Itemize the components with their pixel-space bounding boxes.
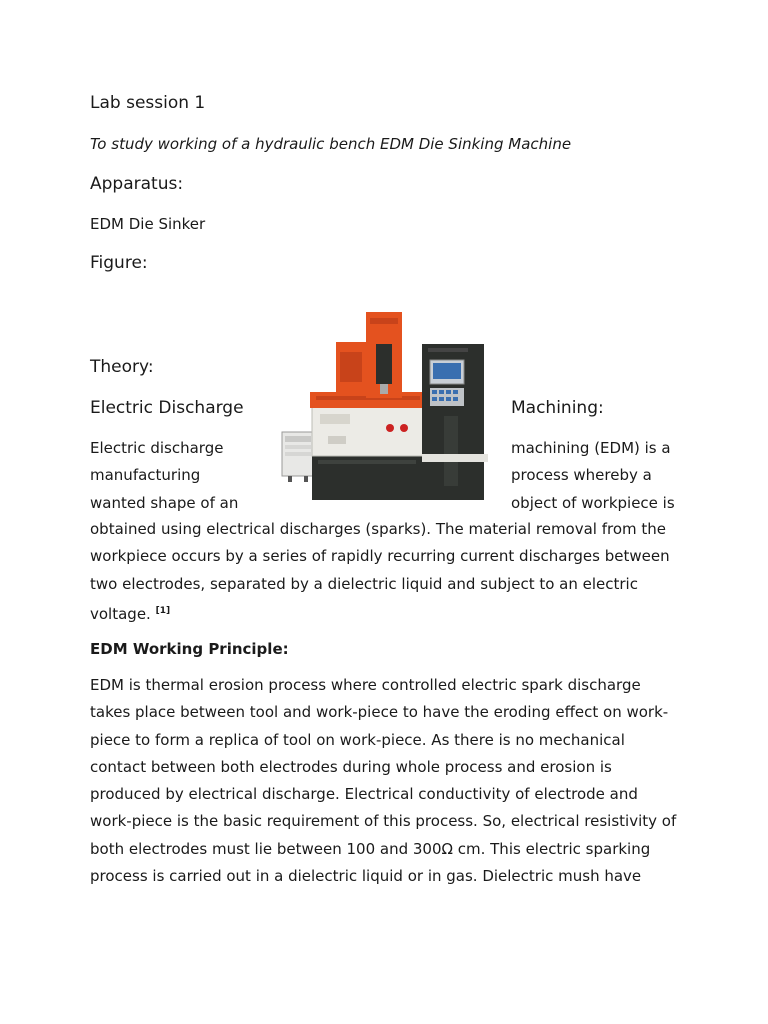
wrap-line-left-3: wanted shape of an	[90, 494, 239, 512]
lab-title: Lab session 1	[90, 93, 206, 113]
citation-link[interactable]: [1]	[155, 605, 171, 616]
wrap-line-left-2: manufacturing	[90, 466, 201, 484]
theory-heading: Theory:	[90, 357, 154, 377]
principle-text: EDM is thermal erosion process where controlled electric spark discharge takes place between tool and work-piece to have the eroding effect on work-piece to form a replica of tool on work-piece. As there is no mechanical contact between both electrodes during whole process and erosion is produced by electrical discharge. Electrical conductivity of electrode and work-piece is the basic requirement of this process. So, electrical resistivity of both electrodes must lie between 100 and 300Ω cm. This electric sparking process is carried out in a dielectric liquid or in gas. Dielectric mush have	[90, 676, 677, 886]
wrap-line-left-1: Electric discharge	[90, 439, 224, 457]
principle-heading: EDM Working Principle:	[90, 640, 289, 658]
wrap-line-right-3: object of workpiece is	[511, 494, 675, 512]
edm-machine-image	[272, 304, 496, 508]
theory-paragraph	[90, 516, 680, 628]
edm-heading-left: Electric Discharge	[90, 398, 244, 418]
theory-text: obtained using electrical discharges (sparks). The material removal from the workpiece occurs by a series of rapidly recurring current discharges between two electrodes, separated by a dielectric liquid and subject to an electric voltage.	[90, 520, 670, 623]
figure-heading: Figure:	[90, 253, 148, 273]
objective-text: To study working of a hydraulic bench EDM Die Sinking Machine	[90, 135, 572, 153]
apparatus-heading: Apparatus:	[90, 174, 184, 194]
wrap-line-right-2: process whereby a	[511, 466, 652, 484]
edm-heading-right: Machining:	[511, 398, 604, 418]
wrap-line-right-1: machining (EDM) is a	[511, 439, 671, 457]
apparatus-text: EDM Die Sinker	[90, 215, 206, 233]
